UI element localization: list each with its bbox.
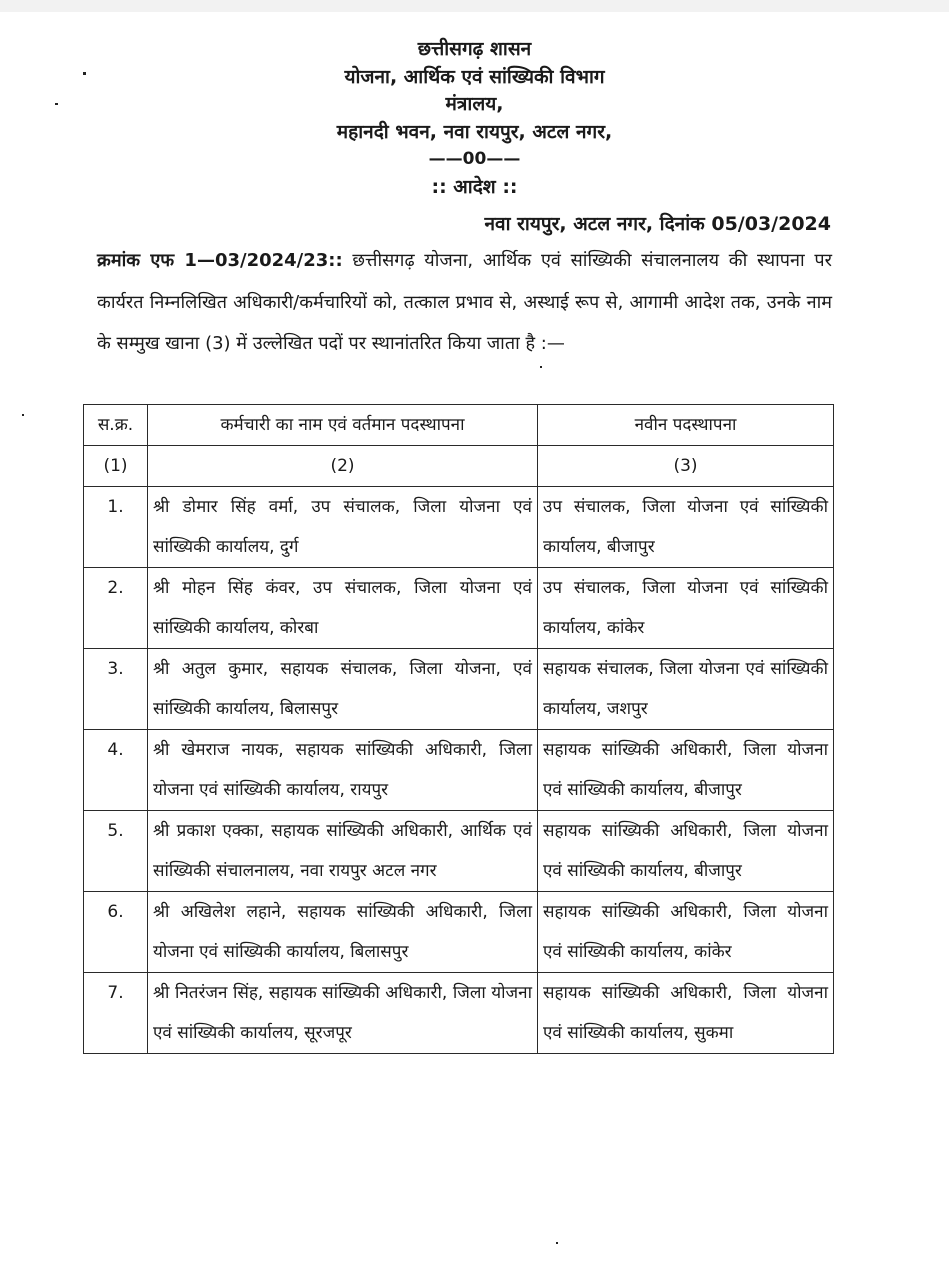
new-posting: सहायक सांख्यिकी अधिकारी, जिला योजना एवं सांख्यिकी कार्यालय, कांकेर xyxy=(538,892,834,973)
employee-current-posting: श्री मोहन सिंह कंवर, उप संचालक, जिला योजना एवं सांख्यिकी कार्यालय, कोरबा xyxy=(148,568,538,649)
table-row xyxy=(84,811,834,892)
table-row xyxy=(84,730,834,811)
header-new-posting: नवीन पदस्थापना xyxy=(538,405,834,446)
department-name: योजना, आर्थिक एवं सांख्यिकी विभाग xyxy=(344,65,605,88)
order-title: :: आदेश :: xyxy=(431,175,518,198)
header-separator: ——00—— xyxy=(428,149,521,169)
employee-current-posting: श्री अतुल कुमार, सहायक संचालक, जिला योजना, एवं सांख्यिकी कार्यालय, बिलासपुर xyxy=(148,649,538,730)
scan-speck xyxy=(540,366,542,368)
new-posting: उप संचालक, जिला योजना एवं सांख्यिकी कार्यालय, कांकेर xyxy=(538,568,834,649)
serial-number: 6. xyxy=(84,892,148,973)
office-address: महानदी भवन, नवा रायपुर, अटल नगर, xyxy=(336,120,613,143)
employee-current-posting: श्री प्रकाश एक्का, सहायक सांख्यिकी अधिकारी, आर्थिक एवं सांख्यिकी संचालनालय, नवा रायपुर अटल नगर xyxy=(148,811,538,892)
ministry-name: मंत्रालय, xyxy=(445,93,504,115)
serial-number: 5. xyxy=(84,811,148,892)
table-row xyxy=(84,892,834,973)
serial-number: 1. xyxy=(84,487,148,568)
serial-number: 3. xyxy=(84,649,148,730)
serial-number: 4. xyxy=(84,730,148,811)
new-posting: सहायक सांख्यिकी अधिकारी, जिला योजना एवं सांख्यिकी कार्यालय, बीजापुर xyxy=(538,811,834,892)
document-header xyxy=(0,36,949,201)
column-number: (3) xyxy=(538,446,834,487)
table-row xyxy=(84,973,834,1054)
table-row xyxy=(84,649,834,730)
header-serial: स.क्र. xyxy=(84,405,148,446)
column-number: (1) xyxy=(84,446,148,487)
new-posting: सहायक संचालक, जिला योजना एवं सांख्यिकी कार्यालय, जशपुर xyxy=(538,649,834,730)
order-paragraph xyxy=(97,240,832,365)
column-number-row xyxy=(84,446,834,487)
employee-current-posting: श्री नितरंजन सिंह, सहायक सांख्यिकी अधिकारी, जिला योजना एवं सांख्यिकी कार्यालय, सूरजपूर xyxy=(148,973,538,1054)
new-posting: उप संचालक, जिला योजना एवं सांख्यिकी कार्यालय, बीजापुर xyxy=(538,487,834,568)
order-date-line: नवा रायपुर, अटल नगर, दिनांक 05/03/2024 xyxy=(484,213,831,235)
government-name: छत्तीसगढ़ शासन xyxy=(417,38,532,60)
serial-number: 7. xyxy=(84,973,148,1054)
table-row xyxy=(84,568,834,649)
order-text: छत्तीसगढ़ योजना, आर्थिक एवं सांख्यिकी संचालनालय की स्थापना पर कार्यरत निम्नलिखित अधिकारी/कर्मचारियों को, तत्काल प्रभाव से, अस्थाई रूप से, आगामी आदेश तक, उनके नाम के सम्मुख खाना (3) में उल्लेखित पदों पर स्थानांतरित किया जाता है :— xyxy=(97,250,832,354)
scan-speck xyxy=(22,414,24,416)
serial-number: 2. xyxy=(84,568,148,649)
employee-current-posting: श्री डोमार सिंह वर्मा, उप संचालक, जिला योजना एवं सांख्यिकी कार्यालय, दुर्ग xyxy=(148,487,538,568)
scan-top-edge xyxy=(0,0,949,12)
transfer-table xyxy=(83,404,834,1054)
header-employee: कर्मचारी का नाम एवं वर्तमान पदस्थापना xyxy=(148,405,538,446)
scan-speck xyxy=(556,1242,558,1244)
employee-current-posting: श्री खेमराज नायक, सहायक सांख्यिकी अधिकारी, जिला योजना एवं सांख्यिकी कार्यालय, रायपुर xyxy=(148,730,538,811)
table-row xyxy=(84,487,834,568)
new-posting: सहायक सांख्यिकी अधिकारी, जिला योजना एवं सांख्यिकी कार्यालय, सुकमा xyxy=(538,973,834,1054)
order-reference-number: क्रमांक एफ 1—03/2024/23:: xyxy=(97,250,343,271)
column-number: (2) xyxy=(148,446,538,487)
employee-current-posting: श्री अखिलेश लहाने, सहायक सांख्यिकी अधिकारी, जिला योजना एवं सांख्यिकी कार्यालय, बिलासपुर xyxy=(148,892,538,973)
table-header-row xyxy=(84,405,834,446)
new-posting: सहायक सांख्यिकी अधिकारी, जिला योजना एवं सांख्यिकी कार्यालय, बीजापुर xyxy=(538,730,834,811)
